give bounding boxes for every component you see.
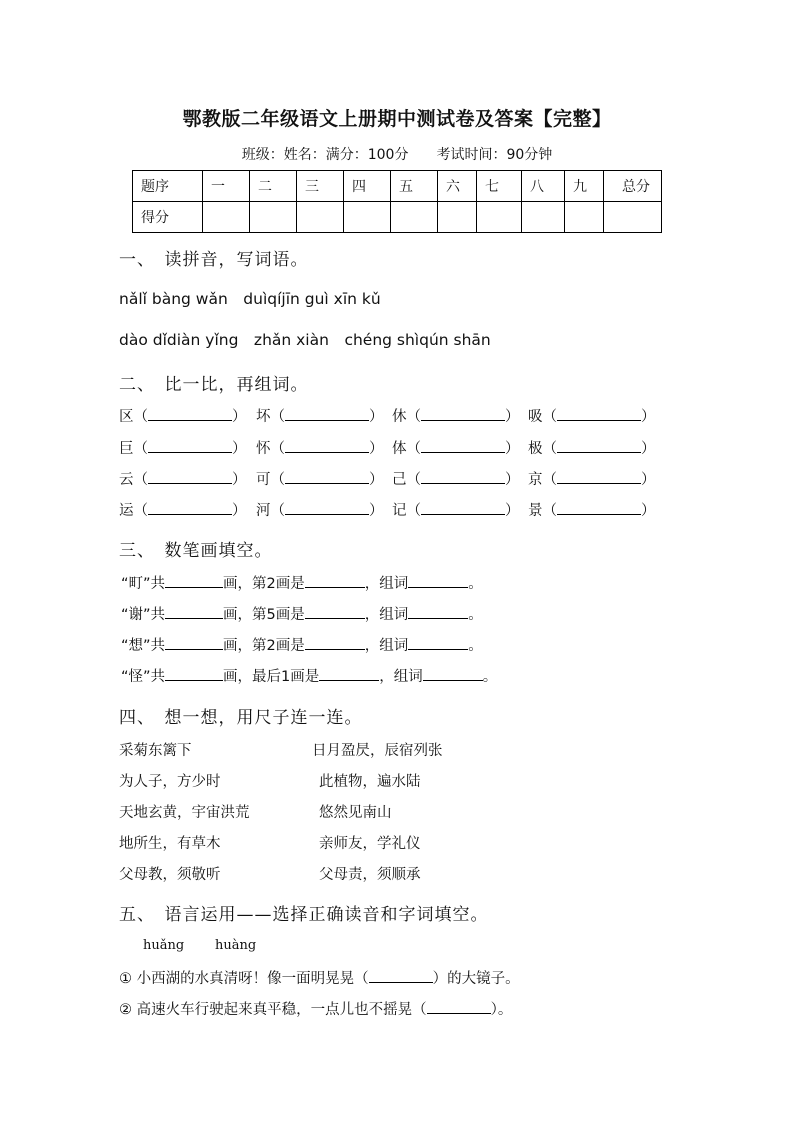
score-cell[interactable]: [344, 202, 391, 233]
score-cell[interactable]: [522, 202, 565, 233]
header-cell: 一: [203, 171, 250, 202]
score-cell[interactable]: [477, 202, 522, 233]
answer-blank[interactable]: [421, 406, 505, 421]
compare-item: [256, 468, 384, 489]
compare-item: [119, 437, 247, 458]
open-paren: （: [270, 503, 285, 519]
open-paren: （: [133, 472, 148, 488]
compare-char: 休: [392, 409, 407, 425]
answer-blank[interactable]: [305, 604, 365, 619]
answer-blank[interactable]: [165, 666, 223, 681]
question-text: 。: [468, 638, 483, 654]
question-text: 画，第2画是: [223, 576, 305, 592]
compare-item: [528, 499, 656, 520]
open-paren: （: [406, 409, 421, 425]
header-cell: 九: [565, 171, 604, 202]
question-text: “想”共: [121, 638, 166, 654]
answer-blank[interactable]: [557, 469, 641, 484]
close-paren: ）: [232, 409, 247, 425]
match-right-item[interactable]: 此植物，遍水陆: [319, 774, 421, 790]
answer-blank[interactable]: [148, 438, 232, 453]
header-cell: 七: [477, 171, 522, 202]
question-text: 高速火车行驶起来真平稳，一点儿也不摇晃（: [136, 1002, 427, 1018]
answer-blank[interactable]: [408, 635, 468, 650]
answer-blank[interactable]: [423, 666, 483, 681]
open-paren: （: [133, 441, 148, 457]
answer-blank[interactable]: [165, 635, 223, 650]
compare-char: 区: [119, 409, 134, 425]
close-paren: ）: [369, 409, 384, 425]
question-text: 。: [482, 669, 498, 685]
stroke-question: [121, 665, 497, 686]
pinyin-option-2: huàng: [215, 938, 257, 953]
score-table-score-row: [133, 202, 662, 233]
match-right-item[interactable]: 亲师友，学礼仪: [319, 836, 421, 852]
question-text: ，组词: [364, 638, 409, 654]
compare-item: [256, 405, 384, 426]
close-paren: ）: [369, 503, 384, 519]
compare-char: 可: [256, 472, 271, 488]
question-text-end: ）的大镜子。: [432, 971, 520, 987]
compare-char: 怀: [256, 441, 271, 457]
compare-char: 京: [528, 472, 543, 488]
match-left-item[interactable]: 天地玄黄，宇宙洪荒: [119, 805, 250, 821]
open-paren: （: [133, 409, 148, 425]
open-paren: （: [406, 503, 421, 519]
compare-char: 景: [528, 503, 543, 519]
compare-item: [119, 468, 247, 489]
close-paren: ）: [232, 472, 247, 488]
answer-blank[interactable]: [421, 500, 505, 515]
compare-item: [256, 499, 384, 520]
answer-blank[interactable]: [421, 469, 505, 484]
answer-blank[interactable]: [165, 573, 223, 588]
match-left-item[interactable]: 地所生，有草木: [119, 836, 221, 852]
match-left-item[interactable]: 采菊东篱下: [119, 743, 192, 759]
compare-char: 河: [256, 503, 271, 519]
close-paren: ）: [505, 472, 520, 488]
answer-blank[interactable]: [148, 500, 232, 515]
compare-item: [256, 437, 384, 458]
compare-char: 云: [119, 472, 134, 488]
close-paren: ）: [641, 441, 656, 457]
match-right-item[interactable]: 父母责，须顺承: [319, 867, 421, 883]
compare-char: 运: [119, 503, 134, 519]
answer-blank[interactable]: [285, 438, 369, 453]
question-text: ，组词: [364, 607, 409, 623]
answer-blank[interactable]: [557, 438, 641, 453]
answer-blank[interactable]: [305, 573, 365, 588]
answer-blank[interactable]: [421, 438, 505, 453]
stroke-question: [121, 603, 483, 624]
answer-blank[interactable]: [285, 500, 369, 515]
question-text: 画，第2画是: [223, 638, 305, 654]
close-paren: ）: [369, 472, 384, 488]
pinyin-option-1: huǎng: [143, 938, 185, 953]
compare-char: 巨: [119, 441, 134, 457]
open-paren: （: [133, 503, 148, 519]
close-paren: ）: [641, 409, 656, 425]
answer-blank[interactable]: [165, 604, 223, 619]
answer-blank[interactable]: [285, 406, 369, 421]
compare-char: 极: [528, 441, 543, 457]
score-cell[interactable]: [438, 202, 477, 233]
compare-item: [119, 405, 247, 426]
score-table-header-row: [133, 171, 662, 202]
open-paren: （: [406, 472, 421, 488]
question-text: “谢”共: [121, 607, 166, 623]
question-text: 画，最后1画是: [223, 669, 320, 685]
score-table: [132, 170, 662, 233]
stroke-question: [121, 634, 483, 655]
question-text: 画，第5画是: [223, 607, 305, 623]
score-cell[interactable]: [604, 202, 662, 233]
compare-item: [528, 405, 656, 426]
question-text: ，组词: [379, 669, 423, 685]
close-paren: ）: [641, 503, 656, 519]
header-cell: 五: [391, 171, 438, 202]
open-paren: （: [406, 441, 421, 457]
question-text: 。: [468, 607, 483, 623]
open-paren: （: [270, 409, 285, 425]
open-paren: （: [542, 409, 557, 425]
pinyin-line-2: dào dǐdiàn yǐng zhǎn xiàn chéng shìqún shān: [119, 331, 491, 349]
open-paren: （: [542, 503, 557, 519]
header-cell: 三: [297, 171, 344, 202]
answer-blank[interactable]: [148, 406, 232, 421]
close-paren: ）: [369, 441, 384, 457]
answer-blank[interactable]: [427, 999, 491, 1014]
answer-blank[interactable]: [369, 968, 433, 983]
score-cell[interactable]: [391, 202, 438, 233]
exam-info: 班级：姓名：满分：100分 考试时间：90分钟: [241, 147, 553, 163]
section-3-heading: 三、 数笔画填空。: [119, 541, 273, 561]
answer-blank[interactable]: [285, 469, 369, 484]
header-cell: 题序: [133, 171, 203, 202]
close-paren: ）: [505, 441, 520, 457]
score-cell[interactable]: [565, 202, 604, 233]
score-cell[interactable]: [203, 202, 250, 233]
row-label: 得分: [133, 202, 203, 233]
section-5-heading: 五、 语言运用——选择正确读音和字词填空。: [119, 905, 489, 925]
answer-blank[interactable]: [408, 573, 468, 588]
score-cell[interactable]: [250, 202, 297, 233]
compare-char: 己: [392, 472, 407, 488]
match-right-item[interactable]: 悠然见南山: [319, 805, 392, 821]
header-cell: 八: [522, 171, 565, 202]
question-text-end: ）。: [490, 1002, 513, 1018]
answer-blank[interactable]: [305, 635, 365, 650]
answer-blank[interactable]: [319, 666, 379, 681]
question-number: ②: [119, 1002, 132, 1018]
question-text: “怪”共: [121, 669, 166, 685]
section-1-heading: 一、 读拼音，写词语。: [119, 250, 309, 270]
compare-item: [528, 468, 656, 489]
pinyin-line-1: nǎlǐ bàng wǎn duìqíjīn guì xīn kǔ: [119, 290, 381, 308]
compare-item: [119, 499, 247, 520]
compare-item: [392, 437, 520, 458]
compare-char: 记: [392, 503, 407, 519]
question-1: [119, 967, 520, 988]
compare-item: [392, 499, 520, 520]
header-cell: 六: [438, 171, 477, 202]
question-text: ，组词: [364, 576, 409, 592]
answer-blank[interactable]: [557, 406, 641, 421]
compare-item: [392, 405, 520, 426]
match-right-item[interactable]: 日月盈昃，辰宿列张: [312, 743, 443, 759]
open-paren: （: [542, 441, 557, 457]
open-paren: （: [270, 441, 285, 457]
compare-char: 坏: [256, 409, 271, 425]
question-text: “町”共: [121, 576, 166, 592]
compare-char: 吸: [528, 409, 543, 425]
score-cell[interactable]: [297, 202, 344, 233]
question-text: 小西湖的水真清呀！像一面明晃晃（: [136, 971, 369, 987]
header-cell: 总分: [604, 171, 662, 202]
close-paren: ）: [232, 441, 247, 457]
match-left-item[interactable]: 为人子，方少时: [119, 774, 221, 790]
compare-item: [528, 437, 656, 458]
open-paren: （: [270, 472, 285, 488]
answer-blank[interactable]: [557, 500, 641, 515]
page-title: 鄂教版二年级语文上册期中测试卷及答案【完整】: [182, 108, 612, 130]
section-2-heading: 二、 比一比，再组词。: [119, 375, 309, 395]
section-4-heading: 四、 想一想，用尺子连一连。: [119, 708, 363, 728]
close-paren: ）: [505, 503, 520, 519]
compare-item: [392, 468, 520, 489]
answer-blank[interactable]: [148, 469, 232, 484]
question-number: ①: [119, 971, 132, 987]
match-left-item[interactable]: 父母教，须敬听: [119, 867, 221, 883]
close-paren: ）: [641, 472, 656, 488]
open-paren: （: [542, 472, 557, 488]
close-paren: ）: [505, 409, 520, 425]
header-cell: 二: [250, 171, 297, 202]
question-2: [119, 998, 512, 1019]
header-cell: 四: [344, 171, 391, 202]
close-paren: ）: [232, 503, 247, 519]
answer-blank[interactable]: [408, 604, 468, 619]
compare-char: 体: [392, 441, 407, 457]
stroke-question: [121, 572, 483, 593]
question-text: 。: [468, 576, 483, 592]
